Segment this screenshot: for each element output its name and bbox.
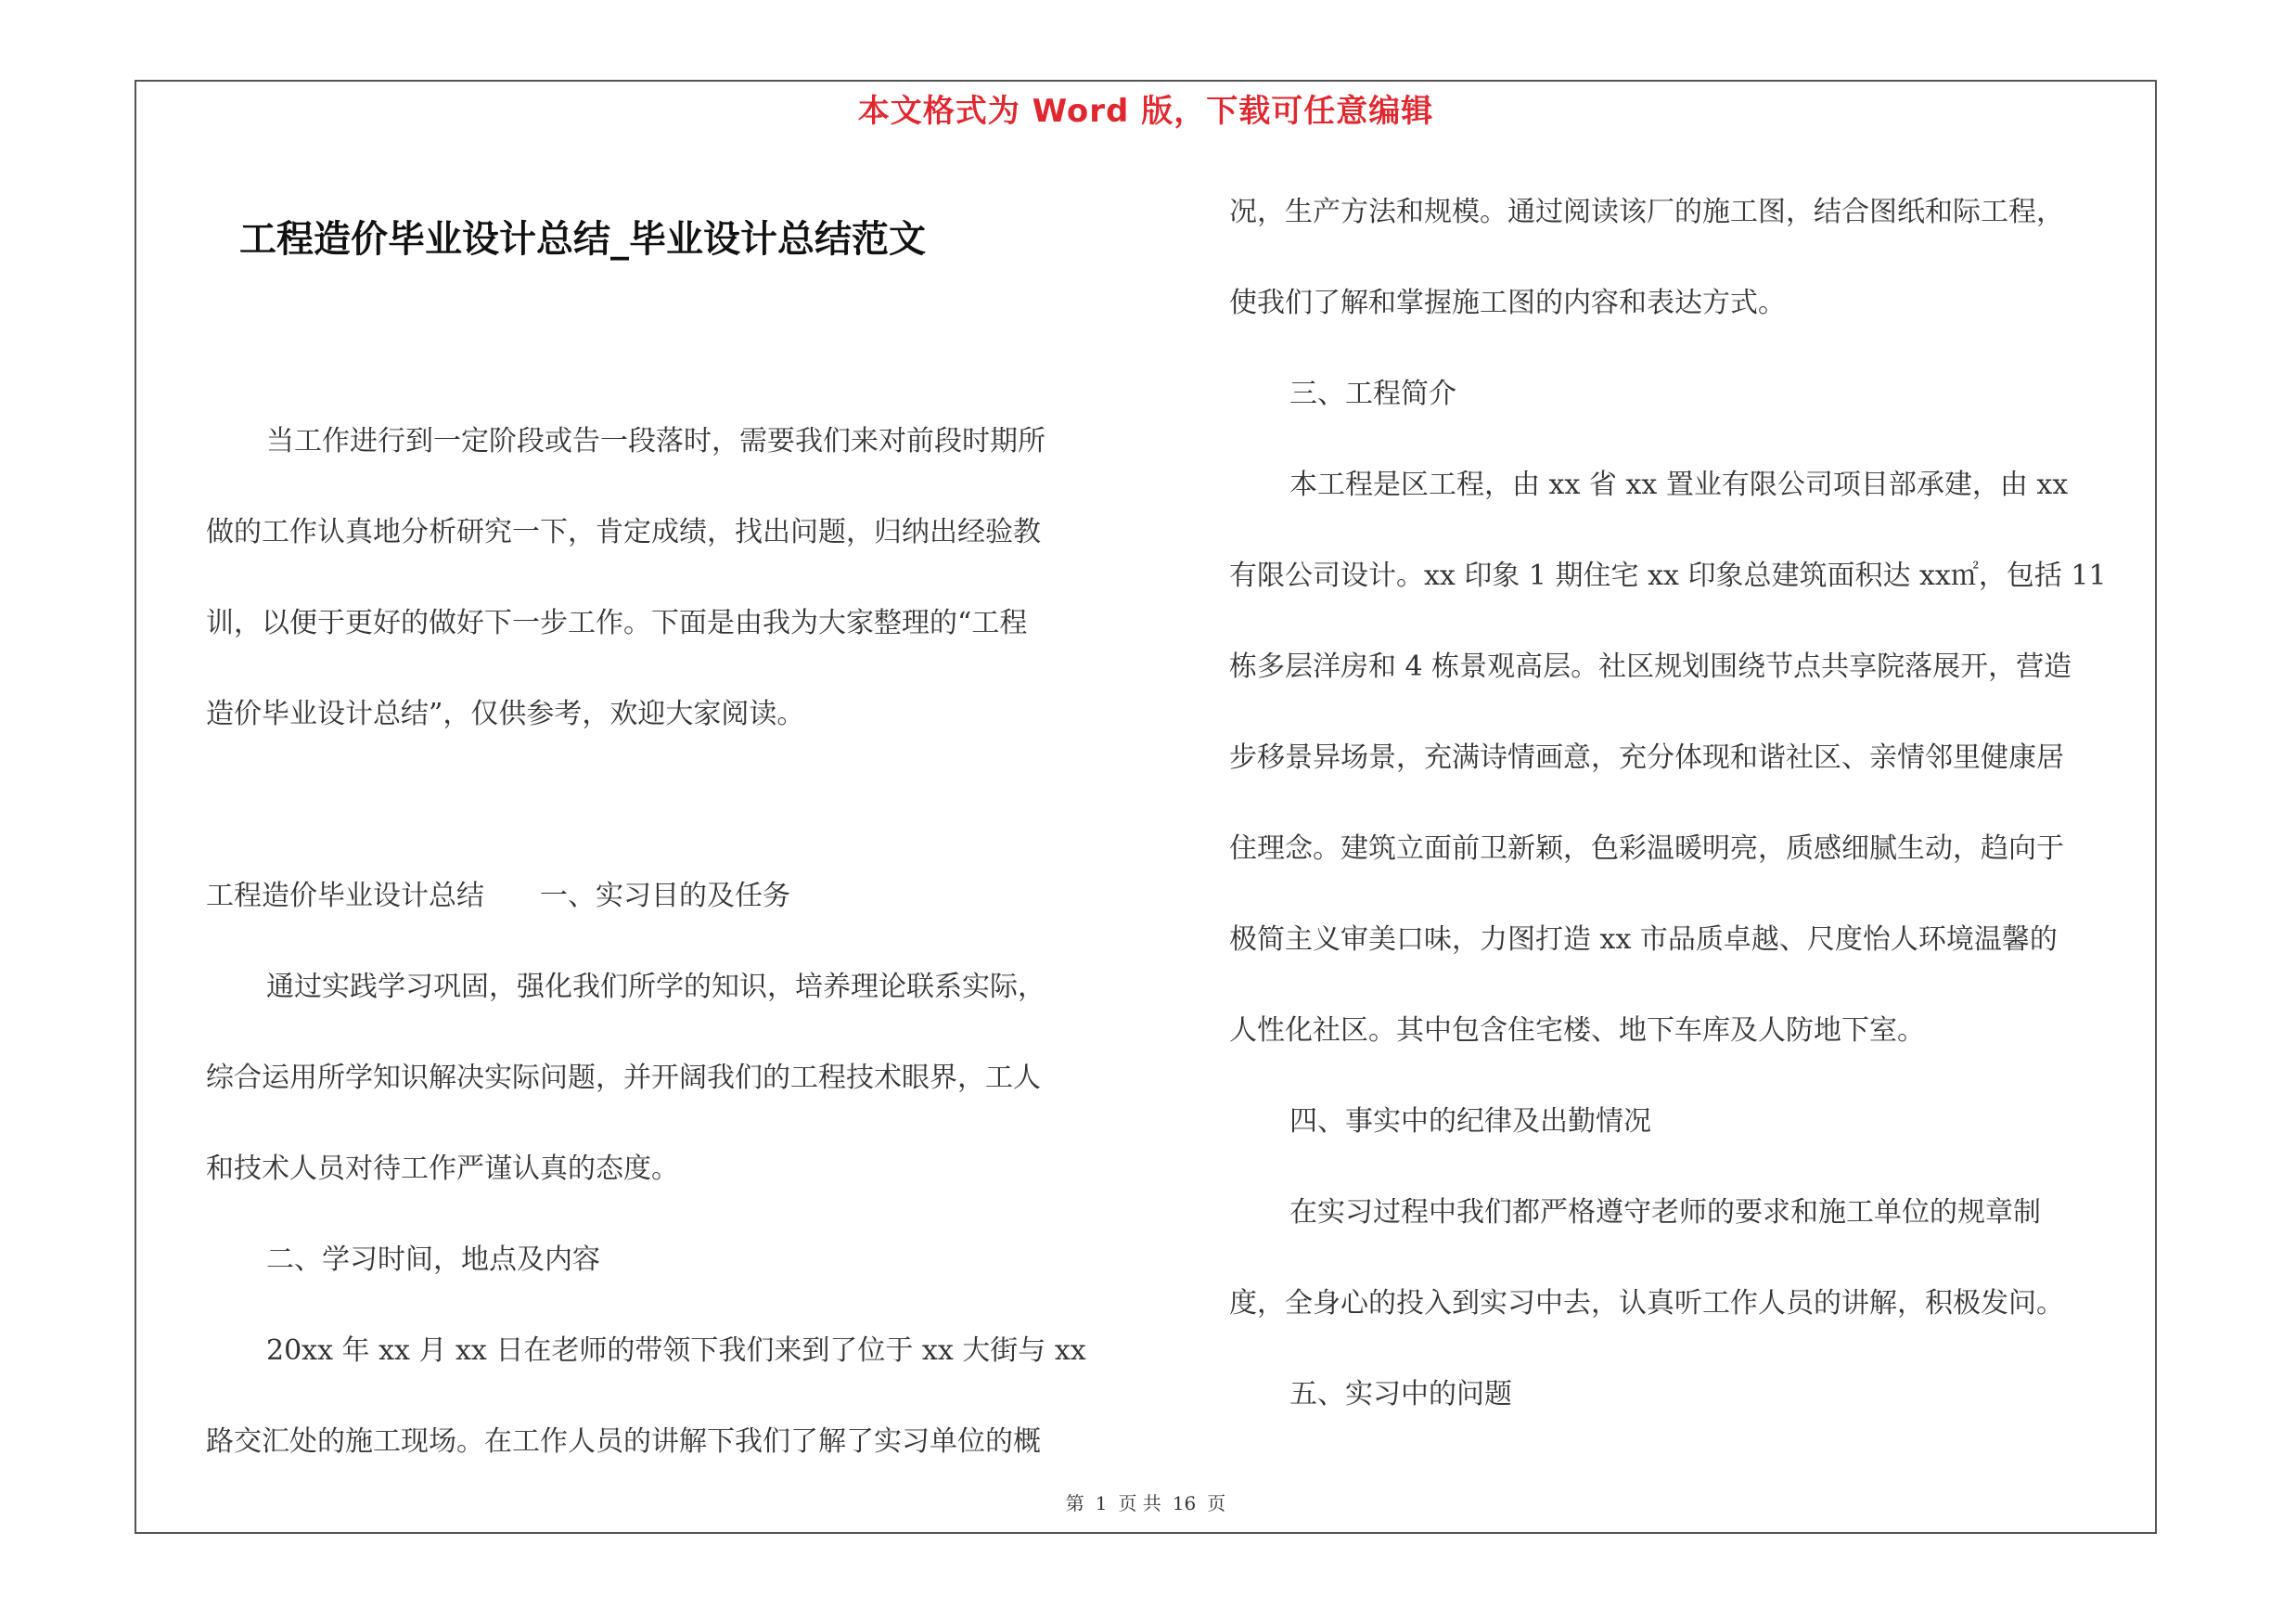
- paragraph-line: 做的工作认真地分析研究一下，肯定成绩，找出问题，归纳出经验教: [206, 516, 1041, 548]
- section-heading: 五、实习中的问题: [1289, 1378, 1512, 1410]
- paragraph-line: 路交汇处的施工现场。在工作人员的讲解下我们了解了实习单位的概: [206, 1425, 1041, 1458]
- paragraph-line: 有限公司设计。xx 印象 1 期住宅 xx 印象总建筑面积达 xx㎡，包括 11: [1229, 560, 2107, 592]
- format-banner: 本文格式为 Word 版，下载可任意编辑: [857, 93, 1434, 130]
- footer-middle: 页 共: [1118, 1492, 1161, 1514]
- paragraph-line: 训，以便于更好的做好下一步工作。下面是由我为大家整理的“工程: [206, 607, 1028, 639]
- document-title: 工程造价毕业设计总结_毕业设计总结范文: [239, 217, 926, 261]
- section-heading: 二、学习时间，地点及内容: [266, 1243, 600, 1276]
- footer-page-number: 1: [1095, 1492, 1108, 1514]
- paragraph-line: 本工程是区工程，由 xx 省 xx 置业有限公司项目部承建，由 xx: [1289, 469, 2069, 501]
- page-footer: [135, 1488, 2157, 1515]
- paragraph-line: 况，生产方法和规模。通过阅读该厂的施工图，结合图纸和际工程，: [1229, 196, 2064, 228]
- footer-suffix: 页: [1207, 1492, 1226, 1514]
- paragraph-line: 和技术人员对待工作严谨认真的态度。: [206, 1153, 679, 1185]
- paragraph-line: 度，全身心的投入到实习中去，认真听工作人员的讲解，积极发问。: [1229, 1287, 2064, 1320]
- paragraph-line: 步移景异场景，充满诗情画意，充分体现和谐社区、亲情邻里健康居: [1229, 741, 2064, 774]
- section-heading: 三、工程简介: [1289, 378, 1456, 410]
- paragraph-line: 20xx 年 xx 月 xx 日在老师的带领下我们来到了位于 xx 大街与 xx: [266, 1334, 1086, 1367]
- paragraph-line: 造价毕业设计总结”，仅供参考，欢迎大家阅读。: [206, 698, 805, 730]
- left-column: [206, 396, 1152, 1488]
- paragraph-line: 综合运用所学知识解决实际问题，并开阔我们的工程技术眼界，工人: [206, 1062, 1041, 1094]
- paragraph-line: 通过实践学习巩固，强化我们所学的知识，培养理论联系实际，: [266, 971, 1045, 1003]
- paragraph-line: [206, 760, 1152, 851]
- paragraph-line: 人性化社区。其中包含住宅楼、地下车库及人防地下室。: [1229, 1014, 1925, 1047]
- paragraph-line: 栋多层洋房和 4 栋景观高层。社区规划围绕节点共享院落展开，营造: [1229, 650, 2072, 683]
- right-column: [1229, 167, 2157, 1440]
- footer-total-pages: 16: [1172, 1492, 1197, 1514]
- footer-prefix: 第: [1065, 1492, 1084, 1514]
- paragraph-line: 在实习过程中我们都严格遵守老师的要求和施工单位的规章制: [1289, 1196, 2041, 1229]
- paragraph-line: 住理念。建筑立面前卫新颖，色彩温暖明亮，质感细腻生动，趋向于: [1229, 832, 2064, 865]
- paragraph-line: 使我们了解和掌握施工图的内容和表达方式。: [1229, 287, 1786, 319]
- section-heading: 四、事实中的纪律及出勤情况: [1289, 1105, 1651, 1138]
- section-heading: 工程造价毕业设计总结 一、实习目的及任务: [206, 880, 790, 912]
- paragraph-line: 当工作进行到一定阶段或告一段落时，需要我们来对前段时期所: [266, 425, 1045, 457]
- paragraph-line: 极简主义审美口味，力图打造 xx 市品质卓越、尺度怡人环境温馨的: [1229, 923, 2058, 956]
